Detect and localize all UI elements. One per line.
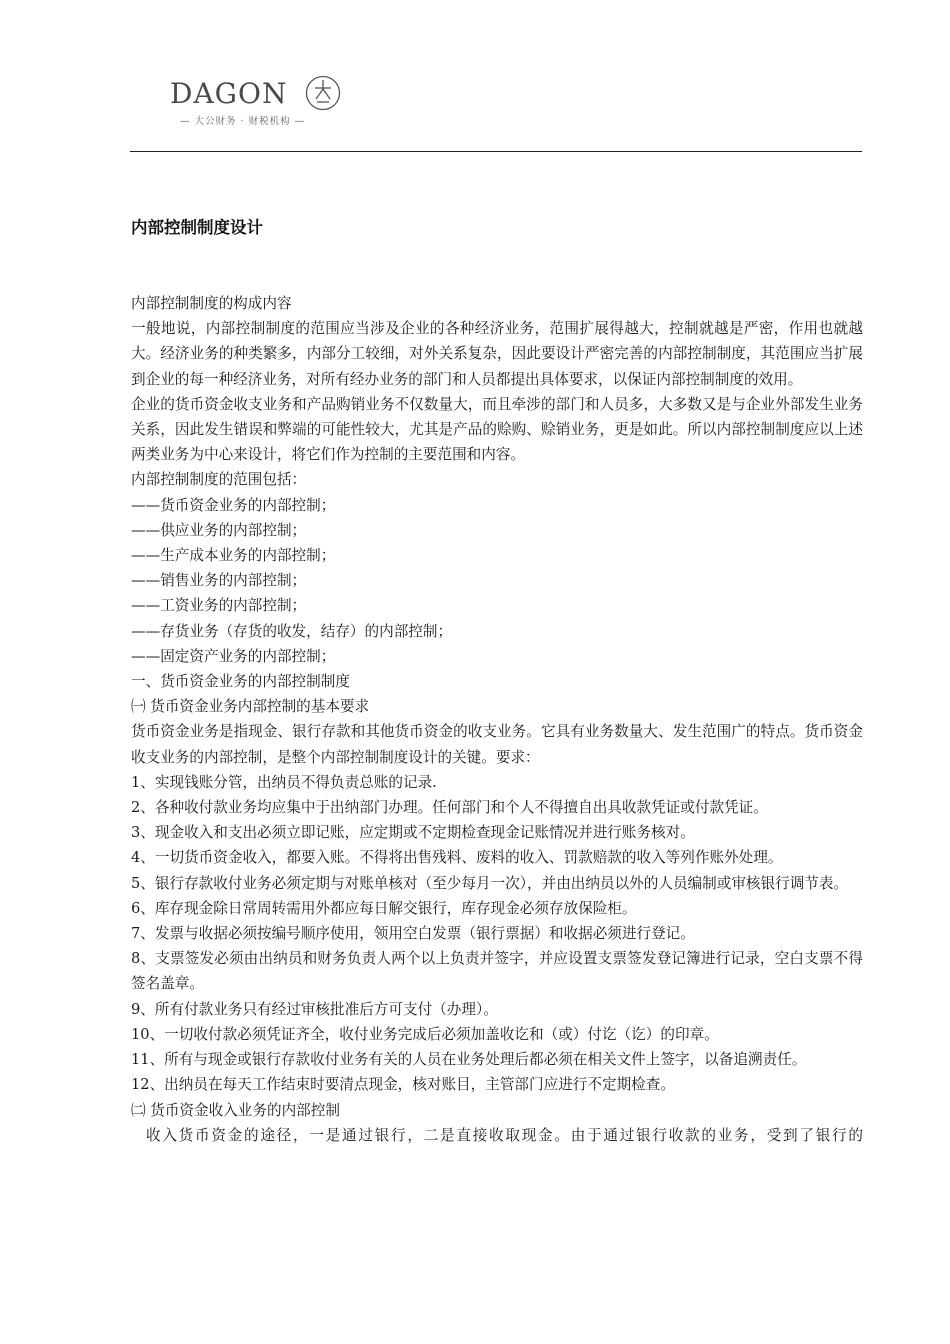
numbered-item: 1、实现钱账分管，出纳员不得负责总账的记录. <box>131 773 437 791</box>
logo-seal-icon <box>304 74 342 112</box>
numbered-item: 5、银行存款收付业务必须定期与对账单核对（至少每月一次），并由出纳员以外的人员编制或审核银行调节表。 <box>131 874 849 892</box>
list-item: ——货币资金业务的内部控制； <box>131 496 336 514</box>
numbered-item: 11、所有与现金或银行存款收付业务有关的人员在业务处理后都必须在相关文件上签字，以备追溯责任。 <box>131 1051 807 1069</box>
logo-tagline: — 大公财务 · 财税机构 — <box>180 116 306 127</box>
section-heading: 一、货币资金业务的内部控制制度 <box>131 673 350 691</box>
numbered-item: 10、一切收付款必须凭证齐全，收付业务完成后必须加盖收讫和（或）付讫（讫）的印章。 <box>131 1025 719 1043</box>
list-item: ——固定资产业务的内部控制； <box>131 647 336 665</box>
paragraph: 内部控制制度的范围包括： <box>131 471 307 489</box>
document-title: 内部控制制度设计 <box>131 218 263 237</box>
logo-wordmark: DAGON <box>170 77 288 110</box>
numbered-item: 8、支票签发必须由出纳员和财务负责人两个以上负责并签字，并应设置支票签发登记簿进行记录，空白支票不得签名盖章。 <box>131 950 863 993</box>
document-body <box>131 291 863 1148</box>
section-heading: 内部控制制度的构成内容 <box>131 295 292 312</box>
list-item: ——工资业务的内部控制； <box>131 597 307 615</box>
numbered-item: 12、出纳员在每天工作结束时要清点现金，核对账目，主管部门应进行不定期检查。 <box>131 1076 675 1094</box>
subsection-heading: ㈡ 货币资金收入业务的内部控制 <box>131 1101 340 1119</box>
numbered-item: 2、各种收付款业务均应集中于出纳部门办理。任何部门和个人不得擅自出具收款凭证或付款凭证。 <box>131 799 768 817</box>
header-divider <box>130 151 862 152</box>
numbered-item: 7、发票与收据必须按编号顺序使用，领用空白发票（银行票据）和收据必须进行登记。 <box>131 925 695 943</box>
list-item: ——销售业务的内部控制； <box>131 572 307 590</box>
numbered-item: 6、库存现金除日常周转需用外都应每日解交银行，库存现金必须存放保险柜。 <box>131 899 637 917</box>
paragraph: 货币资金业务是指现金、银行存款和其他货币资金的收支业务。它具有业务数量大、发生范围广的特点。货币资金收支业务的内部控制，是整个内部控制制度设计的关键。要求： <box>131 723 863 766</box>
company-logo <box>170 74 345 130</box>
paragraph: 一般地说，内部控制制度的范围应当涉及企业的各种经济业务，范围扩展得越大，控制就越是严密，作用也就越大。经济业务的种类繁多，内部分工较细，对外关系复杂，因此要设计严密完善的内部控制制度，其范围应当扩展到企业的每一种经济业务，对所有经办业务的部门和人员都提出具体要求，以保证内部控制制度的效用。 <box>131 320 863 388</box>
subsection-heading: ㈠ 货币资金业务内部控制的基本要求 <box>131 698 370 716</box>
list-item: ——供应业务的内部控制； <box>131 521 307 539</box>
list-item: ——存货业务（存货的收发，结存）的内部控制； <box>131 622 453 640</box>
paragraph: 企业的货币资金收支业务和产品购销业务不仅数量大，而且牵涉的部门和人员多，大多数又是与企业外部发生业务关系，因此发生错误和弊端的可能性较大，尤其是产品的赊购、赊销业务，更是如此。所以内部控制制度应以上述两类业务为中心来设计，将它们作为控制的主要范围和内容。 <box>131 395 863 464</box>
list-item: ——生产成本业务的内部控制； <box>131 547 336 565</box>
numbered-item: 9、所有付款业务只有经过审核批准后方可支付（办理）。 <box>131 1000 498 1018</box>
numbered-item: 3、现金收入和支出必须立即记账，应定期或不定期检查现金记账情况并进行账务核对。 <box>131 824 695 842</box>
numbered-item: 4、一切货币资金收入，都要入账。不得将出售残料、废料的收入、罚款赔款的收入等列作账外处理。 <box>131 849 783 867</box>
paragraph: 收入货币资金的途径，一是通过银行，二是直接收取现金。由于通过银行收款的业务，受到了银行的 <box>146 1126 863 1144</box>
